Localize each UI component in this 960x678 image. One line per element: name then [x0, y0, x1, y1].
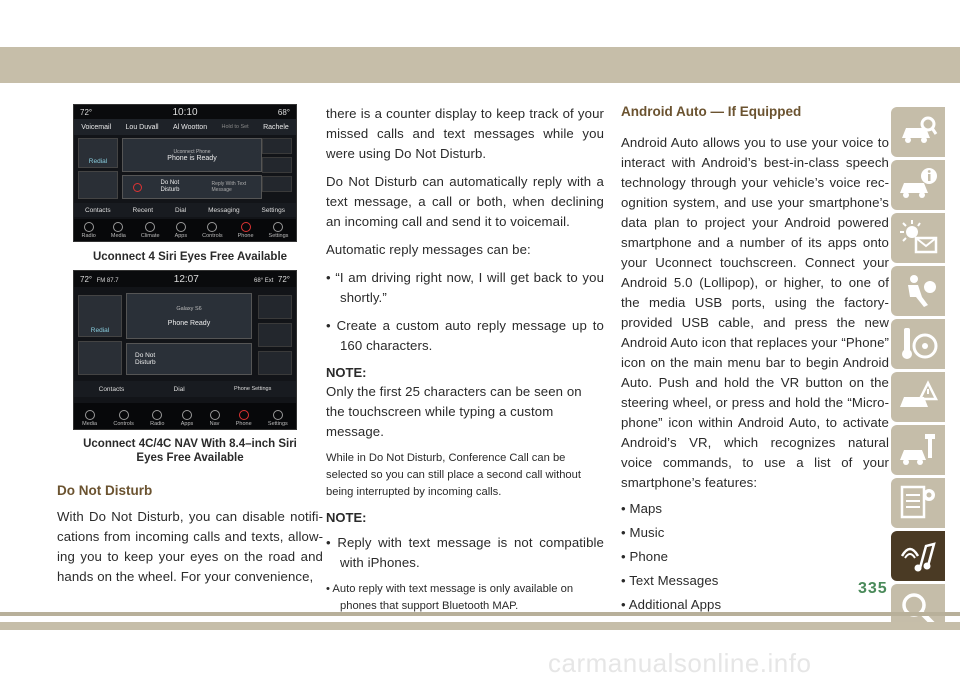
note-label-2: NOTE: — [326, 510, 367, 525]
uconnect84-screenshot — [73, 270, 297, 430]
tab-getting-to-know[interactable] — [891, 160, 945, 210]
menu-settings: Settings — [261, 206, 285, 214]
phone-title: Uconnect Phone — [173, 148, 211, 155]
fav-contact-3: Rachele — [263, 123, 289, 131]
fav-contact-1: Lou Duvall — [125, 123, 159, 131]
settings-icon — [273, 222, 283, 232]
tab-multimedia[interactable] — [891, 531, 945, 581]
right-btn-c — [258, 351, 292, 375]
caption-fig1: Uconnect 4 Siri Eyes Free Available — [92, 251, 288, 263]
bar-controls: Controls — [202, 233, 223, 239]
apps-icon — [176, 222, 186, 232]
bullet-custom-message: • Create a custom auto reply message up to 160 characters. — [326, 318, 604, 353]
phone-status-panel-2 — [126, 293, 252, 339]
bullet-additional-apps: • Additional Apps — [621, 597, 722, 612]
bar2-settings: Settings — [267, 421, 288, 427]
tab-safety[interactable] — [891, 266, 945, 316]
temp-right: 68° — [277, 107, 290, 117]
heading-android-auto: Android Auto — If Equipped — [621, 104, 802, 119]
bullet-maps: • Maps — [621, 501, 663, 516]
chapter-tabs — [891, 107, 945, 678]
key-wheel-icon — [898, 324, 938, 364]
menu-dial-2: Dial — [173, 385, 185, 393]
fav-voicemail: Voicemail — [81, 123, 112, 131]
blank-button-2 — [78, 341, 122, 375]
watermark[interactable]: carmanualsonline.info — [548, 648, 812, 678]
caption-fig2-line1: Uconnect 4C/4C NAV With 8.4–inch Siri — [83, 438, 297, 450]
paragraph-auto-reply: Do Not Disturb can automatically reply with a text message, a call or both, when declining an incoming call and send it to voicemail. — [326, 174, 604, 229]
bullet-iphone: • Reply with text message is not compatible with iPhones. — [326, 535, 604, 570]
status-left-group — [80, 275, 119, 284]
warning-car-icon — [898, 377, 938, 417]
bar2-radio: Radio — [150, 421, 165, 427]
sun-envelope-icon — [898, 218, 938, 258]
note-label-1: NOTE: — [326, 365, 367, 380]
tab-instrument-panel[interactable] — [891, 213, 945, 263]
status-right-group — [254, 275, 290, 284]
column-middle — [326, 104, 604, 623]
phone-icon — [241, 222, 251, 232]
conference-button — [262, 176, 292, 192]
temp-left-2: 72° — [80, 274, 93, 284]
redial-button: Redial — [78, 138, 118, 168]
small-conference-call: While in Do Not Disturb, Conference Call can be selected so you can still place a second call without being interrupted by incoming calls. — [326, 452, 581, 498]
caption-fig2 — [57, 437, 323, 465]
screen-status-bar-2 — [74, 271, 296, 287]
car-magnifier-icon — [898, 112, 938, 152]
list-gear-icon — [898, 483, 938, 523]
controls-icon — [207, 222, 217, 232]
tab-emergency[interactable] — [891, 372, 945, 422]
note-text-1: Only the first 25 characters can be seen on the touchscreen while typing a custom message. — [326, 384, 582, 439]
right-btn-b — [258, 323, 292, 347]
footer-white — [0, 630, 960, 678]
main-menu-bar-2 — [74, 403, 296, 429]
settings-icon-2 — [273, 410, 283, 420]
car-info-icon — [898, 165, 938, 205]
dnd-label: Do Not Disturb — [160, 180, 180, 193]
device-name: Galaxy S6 — [176, 305, 202, 312]
bar2-phone: Phone — [235, 421, 252, 427]
airbag-person-icon — [898, 271, 938, 311]
bullet-driving-message: • “I am driving right now, I will get back to you shortly.” — [326, 270, 604, 305]
bar-radio: Radio — [81, 233, 96, 239]
bar-settings: Settings — [268, 233, 289, 239]
bar2-controls: Controls — [113, 421, 134, 427]
main-menu-bar — [74, 219, 296, 241]
car-wrench-icon — [898, 430, 938, 470]
paragraph-dnd-intro: With Do Not Disturb, you can disable notifications from incoming calls and texts, allowing you to keep your eyes on the road and hands on the wheel. For your convenience, — [57, 509, 323, 584]
tab-vehicle-intro[interactable] — [891, 107, 945, 157]
station: FM 87.7 — [96, 277, 119, 284]
temp-right-2: 72° — [277, 274, 290, 284]
caption-fig2-line2: Eyes Free Available — [136, 452, 244, 464]
climate-icon — [145, 222, 155, 232]
temp-left: 72° — [80, 107, 93, 117]
bar-climate: Climate — [140, 233, 160, 239]
right-btn-a — [258, 295, 292, 319]
controls-icon-2 — [119, 410, 129, 420]
heading-do-not-disturb: Do Not Disturb — [57, 483, 153, 498]
small-bluetooth-map: • Auto reply with text message is only available on phones that support Bluetooth MAP. — [326, 583, 574, 612]
column-right — [621, 104, 889, 623]
phone-icon-2 — [239, 410, 249, 420]
bar2-media: Media — [82, 421, 98, 427]
phone-status-2: Phone Ready — [167, 319, 211, 327]
phone-menu-row — [74, 203, 296, 217]
dnd-panel-2 — [126, 343, 252, 375]
fav-hold-to-set: Hold to Set — [221, 124, 249, 130]
paragraph-android-auto: Android Auto allows you to use your voice to interact with Android’s best-in-class speech technology through your vehicle’s voice recognition system, and use your smartphone’s data plan to project your Android powered smartphone and a number of its apps onto your Uconnect touchscreen. Connect your Android 5.0 (Lollipop), or higher, to one of the media USB ports, using the factory-provided USB cable, and press the new Android Auto icon that replaces your “Phone” icon on the main menu bar to begin Android Auto. Push and hold the VR button on the steering wheel, or press and hold the “Microphone” icon within Android Auto, to activate Android’s VR, which recognizes natural voice commands, to use a list of your smartphone’s features: — [621, 135, 889, 490]
menu-contacts: Contacts — [84, 206, 111, 214]
bar2-apps: Apps — [180, 421, 194, 427]
transfer-button — [262, 157, 292, 173]
page-number: 335 — [858, 580, 888, 597]
phone-status: Phone is Ready — [167, 154, 217, 162]
nav-icon-2 — [210, 410, 220, 420]
bullet-phone: • Phone — [621, 549, 669, 564]
bar-apps: Apps — [174, 233, 188, 239]
bar2-nav: Nav — [209, 421, 220, 427]
phone-menu-row-2 — [74, 381, 296, 397]
bar-media: Media — [110, 233, 126, 239]
uconnect4-screenshot — [73, 104, 297, 242]
tab-technical-specs[interactable] — [891, 478, 945, 528]
bar-phone: Phone — [237, 233, 254, 239]
dnd-panel — [122, 175, 262, 199]
dnd-label-2: Do Not Disturb — [135, 352, 156, 366]
phone-button — [78, 171, 118, 199]
outside-temp: 68° Ext — [254, 277, 274, 284]
apps-icon-2 — [182, 410, 192, 420]
favorites-row — [74, 119, 296, 135]
media-icon — [113, 222, 123, 232]
radio-icon-2 — [152, 410, 162, 420]
footer-band — [0, 622, 960, 630]
bullet-text-messages: • Text Messages — [621, 573, 719, 588]
header-band — [0, 47, 960, 83]
dnd-icon — [133, 183, 142, 192]
menu-dial: Dial — [175, 206, 187, 214]
phone-status-panel — [122, 138, 262, 172]
media-icon-2 — [85, 410, 95, 420]
reply-label: Reply With Text Message — [211, 181, 247, 193]
menu-phone-settings: Phone Settings — [234, 386, 272, 392]
menu-messaging: Messaging — [208, 206, 240, 214]
clock: 10:10 — [172, 106, 198, 118]
redial-button-2: Redial — [78, 295, 122, 337]
menu-recent: Recent — [132, 206, 154, 214]
radio-icon — [84, 222, 94, 232]
paragraph-reply-options: Automatic reply messages can be: — [326, 242, 531, 257]
tab-starting-operating[interactable] — [891, 319, 945, 369]
mute-button — [262, 138, 292, 154]
column-left — [57, 104, 323, 595]
clock-2: 12:07 — [173, 273, 199, 285]
music-note-location-icon — [898, 536, 938, 576]
tab-servicing[interactable] — [891, 425, 945, 475]
fav-contact-2: Al Wootton — [172, 123, 208, 131]
footer-line — [0, 612, 960, 616]
menu-contacts-2: Contacts — [98, 385, 125, 393]
paragraph-counter: there is a counter display to keep track of your missed calls and text messages while you were using Do Not Disturb. — [326, 106, 604, 161]
screen-status-bar — [74, 105, 296, 119]
bullet-music: • Music — [621, 525, 665, 540]
